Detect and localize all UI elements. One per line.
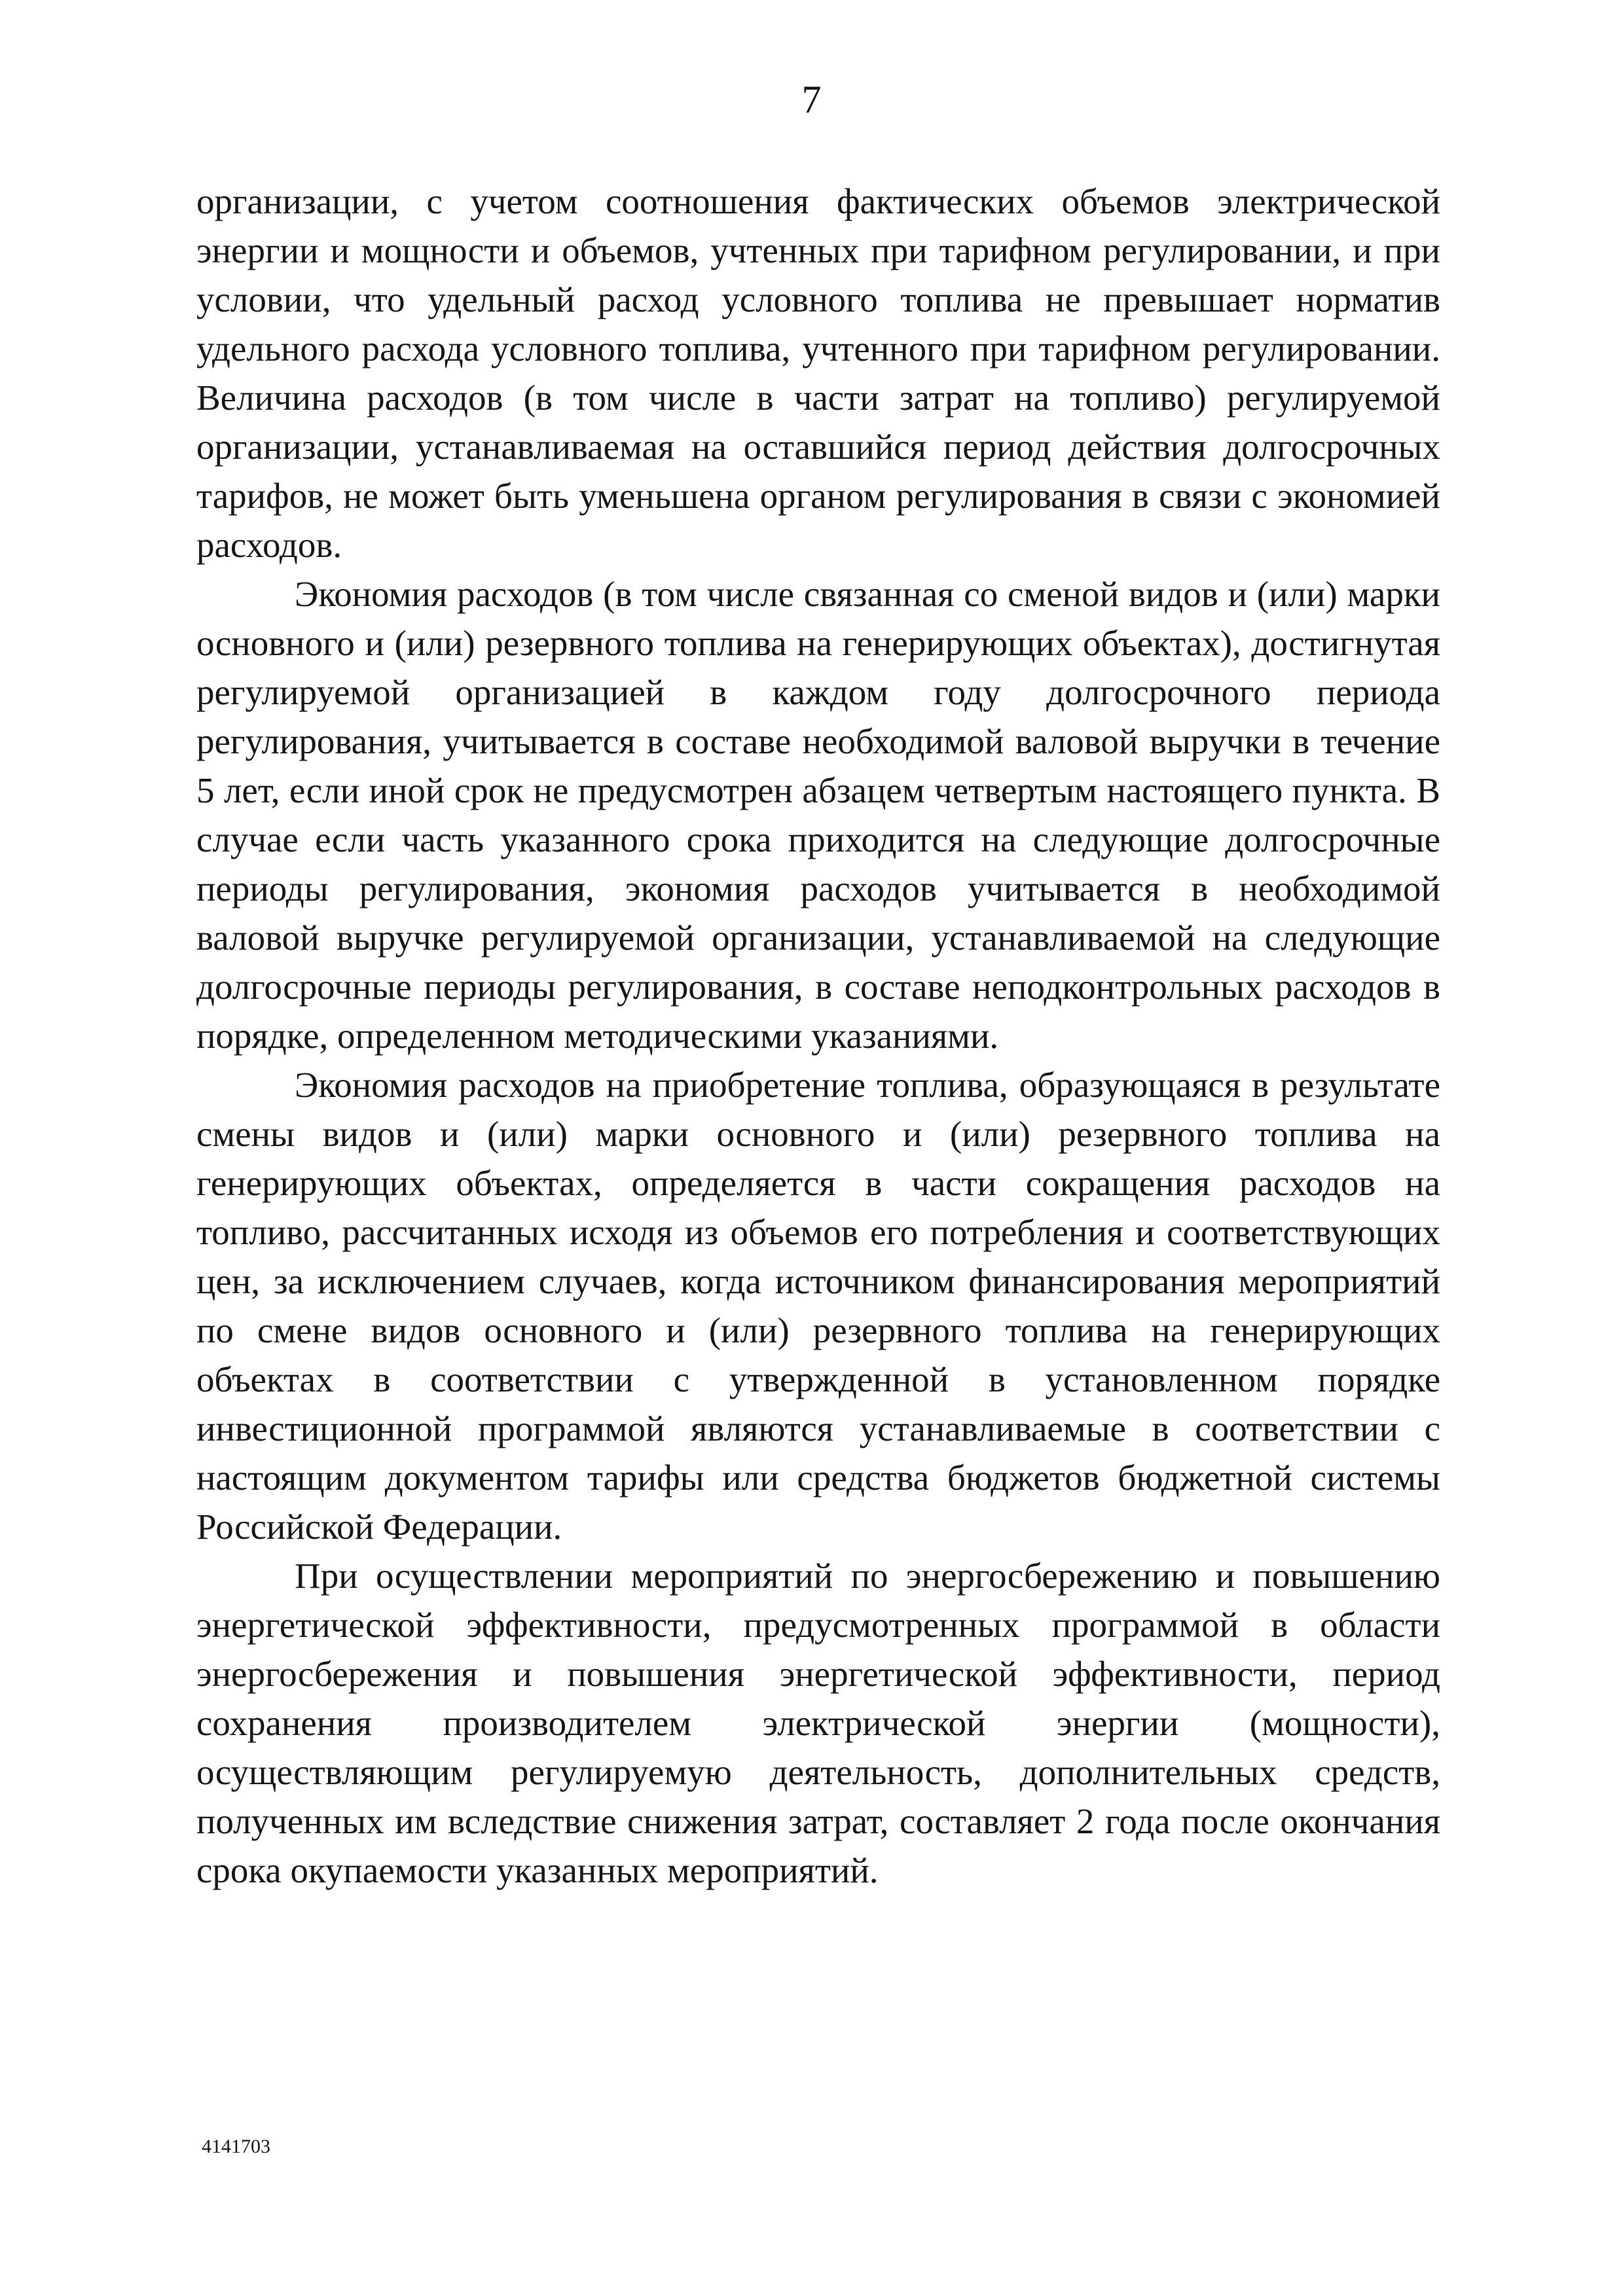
paragraph-1: организации, с учетом соотношения фактических объемов электрической энергии и мощности и объемов, учтенных при тарифном регулировании, и при условии, что удельный расход условного топлива не превышает норматив удельного расхода условного топлива, учтенного при тарифном регулировании. Величина расходов (в том числе в части затрат на топливо) регулируемой организации, устанавливаемая на оставшийся период действия долгосрочных тарифов, не может быть уменьшена органом регулирования в связи с экономией расходов. bbox=[196, 181, 1440, 565]
document-code: 4141703 bbox=[202, 2136, 270, 2157]
paragraph-3: Экономия расходов на приобретение топлива, образующаяся в результате смены видов и (или) марки основного и (или) резервного топлива на генерирующих объектах, определяется в части сокращения расходов на топливо, рассчитанных исходя из объемов его потребления и соответствующих цен, за исключением случаев, когда источником финансирования мероприятий по смене видов основного и (или) резервного топлива на генерирующих объектах в соответствии с утвержденной в установленном порядке инвестиционной программой являются устанавливаемые в соответствии с настоящим документом тарифы или средства бюджетов бюджетной системы Российской Федерации. bbox=[196, 1065, 1440, 1547]
document-body bbox=[196, 177, 1440, 1895]
paragraph-2: Экономия расходов (в том числе связанная со сменой видов и (или) марки основного и (или) резервного топлива на генерирующих объектах), достигнутая регулируемой организацией в каждом году долгосрочного периода регулирования, учитывается в составе необходимой валовой выручки в течение 5 лет, если иной срок не предусмотрен абзацем четвертым настоящего пункта. В случае если часть указанного срока приходится на следующие долгосрочные периоды регулирования, экономия расходов учитывается в необходимой валовой выручке регулируемой организации, устанавливаемой на следующие долгосрочные периоды регулирования, в составе неподконтрольных расходов в порядке, определенном методическими указаниями. bbox=[196, 574, 1440, 1056]
paragraph-4: При осуществлении мероприятий по энергосбережению и повышению энергетической эффективности, предусмотренных программой в области энергосбережения и повышения энергетической эффективности, период сохранения производителем электрической энергии (мощности), осуществляющим регулируемую деятельность, дополнительных средств, полученных им вследствие снижения затрат, составляет 2 года после окончания срока окупаемости указанных мероприятий. bbox=[196, 1556, 1440, 1890]
page-number: 7 bbox=[801, 78, 822, 121]
